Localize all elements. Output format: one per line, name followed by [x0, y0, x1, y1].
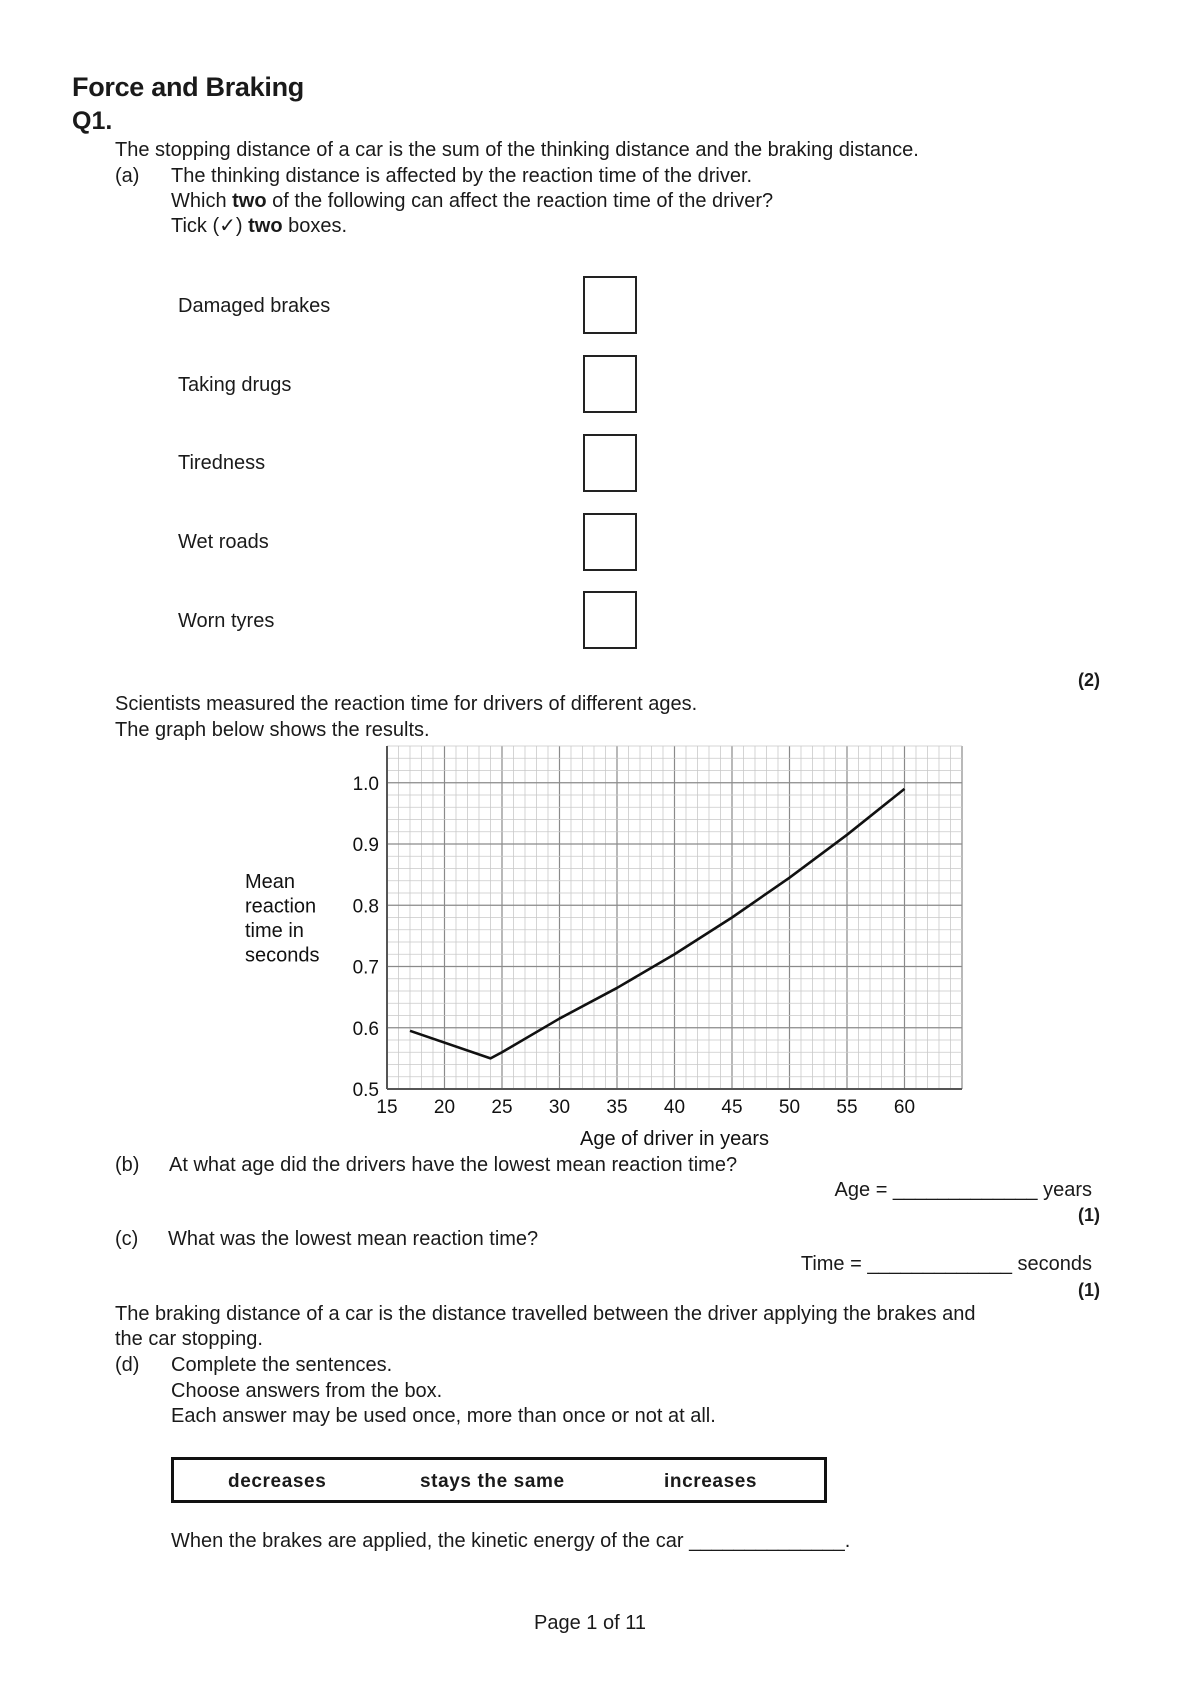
x-tick-label: 25 — [491, 1097, 513, 1118]
option-label-damaged-brakes: Damaged brakes — [178, 295, 331, 317]
part-b-question: At what age did the drivers have the lowest mean reaction time? — [169, 1154, 738, 1176]
y-axis-title-line: reaction — [245, 895, 317, 918]
option-label-tiredness: Tiredness — [178, 452, 266, 474]
chart-tick-labels — [353, 774, 915, 1118]
part-d-line2: Choose answers from the box. — [171, 1380, 443, 1402]
x-tick-label: 60 — [893, 1097, 916, 1118]
part-c-question: What was the lowest mean reaction time? — [168, 1228, 539, 1250]
part-b-label: (b) — [115, 1154, 140, 1176]
part-a-line2-post: of the following can affect the reaction time of the driver? — [266, 190, 774, 212]
x-tick-label: 20 — [433, 1097, 456, 1118]
y-tick-label: 0.9 — [352, 835, 379, 856]
y-tick-label: 0.6 — [352, 1018, 379, 1040]
part-b-answer-line[interactable]: Age = _____________ years — [834, 1179, 1092, 1201]
x-tick-label: 30 — [548, 1097, 571, 1118]
part-a-line2-pre: Which — [171, 190, 233, 212]
part-c-marks: (1) — [1078, 1280, 1100, 1300]
graph-intro-line1: Scientists measured the reaction time for drivers of different ages. — [115, 693, 698, 715]
document-title: Force and Braking — [72, 72, 304, 102]
graph-intro-line2: The graph below shows the results. — [115, 719, 430, 741]
option-label-taking-drugs: Taking drugs — [178, 374, 292, 396]
answer-word-box — [171, 1457, 827, 1503]
part-d-line1: Complete the sentences. — [171, 1354, 393, 1376]
y-axis-title-line: Mean — [245, 871, 296, 893]
option-label-worn-tyres: Worn tyres — [178, 610, 275, 632]
part-d-line3: Each answer may be used once, more than once or not at all. — [171, 1405, 716, 1427]
series-line — [410, 789, 905, 1059]
part-a-marks: (2) — [1078, 670, 1100, 690]
x-axis-title: Age of driver in years — [580, 1128, 769, 1150]
part-a-label: (a) — [115, 165, 140, 187]
part-a-line2-bold: two — [232, 190, 267, 212]
part-a-line3-pre: Tick (✓) — [171, 215, 249, 237]
braking-intro-line1: The braking distance of a car is the distance travelled between the driver applying the brakes and — [115, 1303, 976, 1325]
part-a-line1: The thinking distance is affected by the reaction time of the driver. — [171, 165, 753, 187]
x-tick-label: 50 — [778, 1097, 801, 1118]
y-tick-label: 0.5 — [352, 1080, 379, 1101]
y-axis-title-line: time in — [245, 920, 304, 942]
y-tick-label: 0.8 — [352, 896, 379, 918]
part-d-sentence[interactable]: When the brakes are applied, the kinetic energy of the car ______________. — [171, 1530, 851, 1552]
part-a-line3-bold: two — [248, 215, 283, 237]
braking-intro-line2: the car stopping. — [115, 1328, 263, 1350]
question-number: Q1. — [72, 107, 113, 135]
word-increases: increases — [664, 1471, 758, 1492]
word-decreases: decreases — [228, 1471, 327, 1492]
y-tick-label: 0.7 — [352, 957, 379, 979]
intro-text: The stopping distance of a car is the sum of the thinking distance and the braking distance. — [115, 139, 919, 161]
x-tick-label: 55 — [836, 1097, 858, 1118]
part-c-answer-line[interactable]: Time = _____________ seconds — [800, 1253, 1092, 1275]
chart-grid — [387, 746, 962, 1089]
chart-series — [410, 789, 905, 1059]
y-axis-title-line: seconds — [245, 944, 320, 967]
x-tick-label: 15 — [376, 1097, 398, 1118]
part-a-line3-post: boxes. — [282, 215, 348, 237]
x-tick-label: 40 — [663, 1097, 686, 1118]
part-b-marks: (1) — [1078, 1205, 1100, 1225]
x-tick-label: 45 — [721, 1097, 743, 1118]
option-label-wet-roads: Wet roads — [178, 531, 269, 553]
word-stays-the-same: stays the same — [420, 1471, 565, 1492]
part-d-label: (d) — [115, 1354, 140, 1376]
page-number: Page 1 of 11 — [534, 1612, 646, 1634]
y-tick-label: 1.0 — [352, 773, 379, 795]
part-c-label: (c) — [115, 1228, 139, 1250]
x-tick-label: 35 — [606, 1097, 628, 1118]
